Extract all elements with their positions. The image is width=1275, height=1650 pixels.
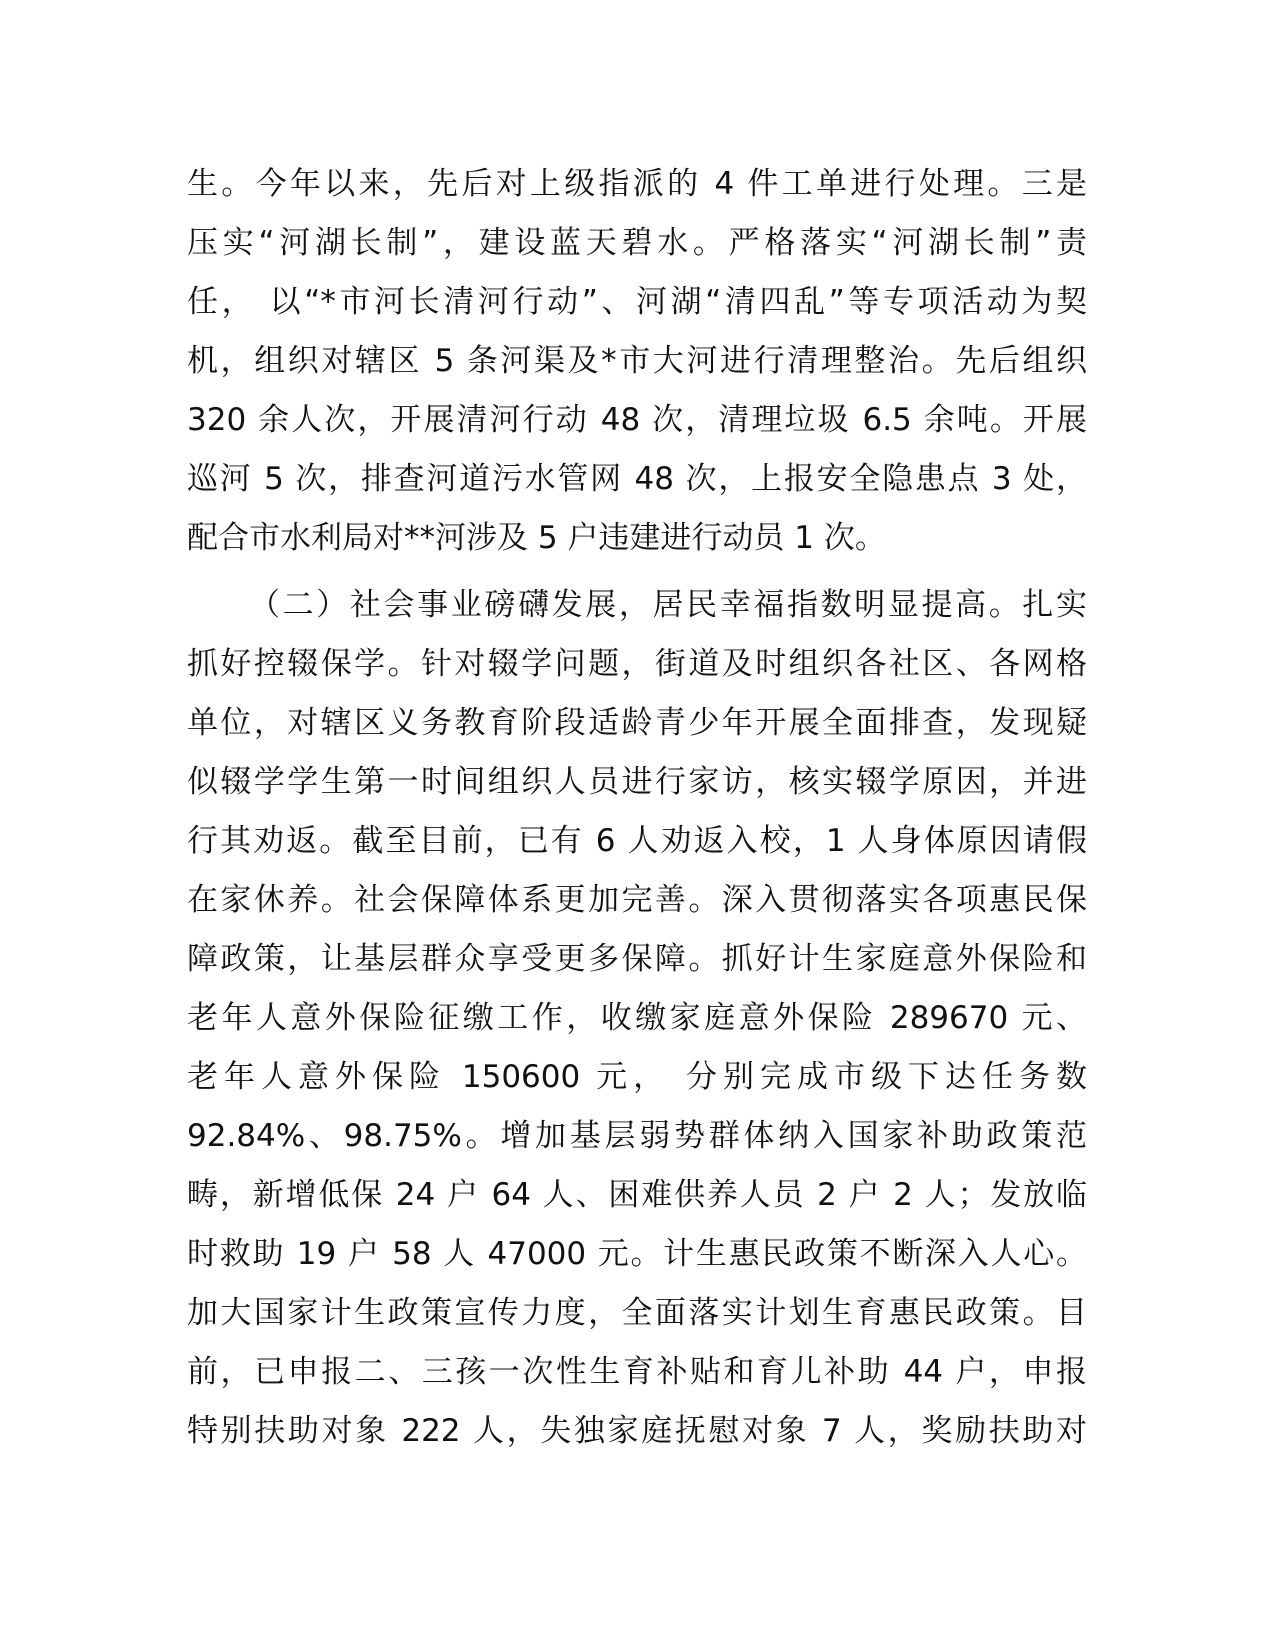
text-line: 生。今年以来，先后对上级指派的 4 件工单进行处理。三是 [187, 166, 1087, 202]
paragraph-river-management [187, 155, 1087, 568]
text-line: 任， 以“*市河长清河行动”、河湖“清四乱”等专项活动为契 [187, 284, 1087, 320]
text-line: 92.84%、98.75%。增加基层弱势群体纳入国家补助政策范 [187, 1118, 1087, 1154]
text-line: 特别扶助对象 222 人，失独家庭抚慰对象 7 人，奖励扶助对 [187, 1413, 1087, 1449]
paragraph-social-development [187, 576, 1087, 1461]
text-line: 在家休养。社会保障体系更加完善。深入贯彻落实各项惠民保 [187, 882, 1087, 918]
text-line: 加大国家计生政策宣传力度，全面落实计划生育惠民政策。目 [187, 1295, 1087, 1331]
text-line: 压实“河湖长制”，建设蓝天碧水。严格落实“河湖长制”责 [187, 225, 1087, 261]
text-line: 障政策，让基层群众享受更多保障。抓好计生家庭意外保险和 [187, 941, 1087, 977]
text-line: 机，组织对辖区 5 条河渠及*市大河进行清理整治。先后组织 [187, 343, 1087, 379]
text-line: 巡河 5 次，排查河道污水管网 48 次，上报安全隐患点 3 处， [187, 461, 1087, 497]
text-line: 老年人意外保险 150600 元， 分别完成市级下达任务数 [187, 1059, 1087, 1095]
text-line: 单位，对辖区义务教育阶段适龄青少年开展全面排查，发现疑 [187, 705, 1087, 741]
text-line: 抓好控辍保学。针对辍学问题，街道及时组织各社区、各网格 [187, 646, 1087, 682]
text-line: 行其劝返。截至目前，已有 6 人劝返入校，1 人身体原因请假 [187, 823, 1087, 859]
text-line: 320 余人次，开展清河行动 48 次，清理垃圾 6.5 余吨。开展 [187, 402, 1087, 438]
text-line: 似辍学学生第一时间组织人员进行家访，核实辍学原因，并进 [187, 764, 1087, 800]
text-line: 畴，新增低保 24 户 64 人、困难供养人员 2 户 2 人；发放临 [187, 1177, 1087, 1213]
text-line: 老年人意外保险征缴工作，收缴家庭意外保险 289670 元、 [187, 1000, 1087, 1036]
section-heading-line: （二）社会事业磅礴发展，居民幸福指数明显提高。扎实 [249, 587, 1087, 623]
text-line: 前，已申报二、三孩一次性生育补贴和育儿补助 44 户，申报 [187, 1354, 1087, 1390]
text-line: 时救助 19 户 58 人 47000 元。计生惠民政策不断深入人心。 [187, 1236, 1087, 1272]
text-line: 配合市水利局对**河涉及 5 户违建进行动员 1 次。 [187, 520, 886, 556]
